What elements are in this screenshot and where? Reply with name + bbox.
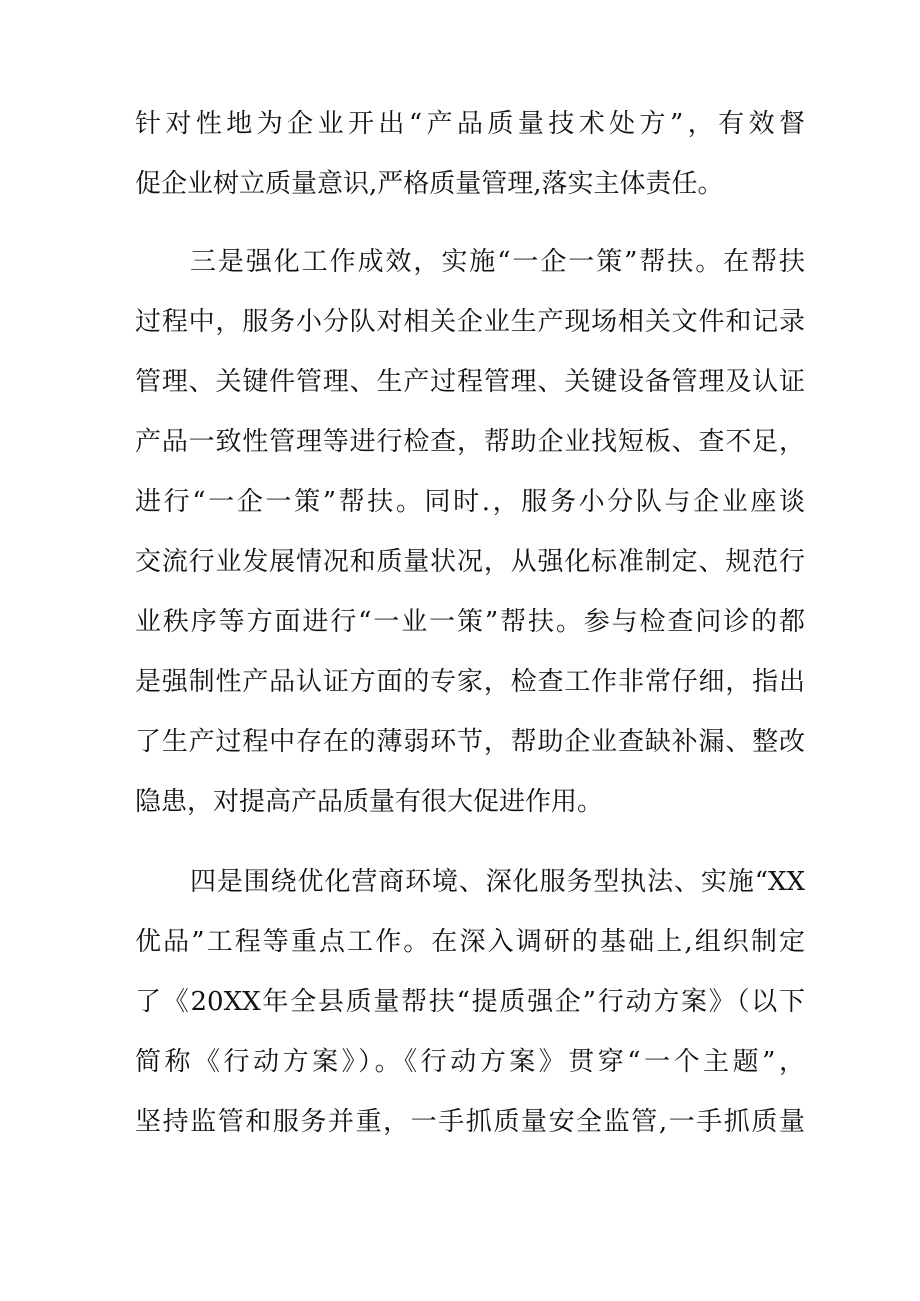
paragraph-3-line-2: 优品”工程等重点工作。在深入调研的基础上,组织制定 xyxy=(135,927,805,957)
paragraph-2-line-3: 管理、关键件管理、生产过程管理、关键设备管理及认证 xyxy=(135,367,805,397)
paragraph-3-line-4: 简称《行动方案》）。《行动方案》贯穿“一个主题”， xyxy=(135,1047,805,1077)
paragraph-2-line-5: 进行“一企一策”帮扶。同时.，服务小分队与企业座谈 xyxy=(135,487,805,517)
paragraph-2-line-2: 过程中，服务小分队对相关企业生产现场相关文件和记录 xyxy=(135,307,805,337)
paragraph-2-line-4: 产品一致性管理等进行检查，帮助企业找短板、查不足， xyxy=(135,427,805,457)
paragraph-2-line-9: 了生产过程中存在的薄弱环节，帮助企业查缺补漏、整改 xyxy=(135,727,805,757)
paragraph-1-line-2: 促企业树立质量意识,严格质量管理,落实主体责任。 xyxy=(135,169,724,199)
paragraph-2-line-8: 是强制性产品认证方面的专家，检查工作非常仔细，指出 xyxy=(135,667,805,697)
paragraph-3-line-3: 了《20XX年全县质量帮扶“提质强企”行动方案》（以下 xyxy=(135,987,805,1017)
paragraph-2-line-10: 隐患，对提高产品质量有很大促进作用。 xyxy=(135,787,604,817)
paragraph-2-line-6: 交流行业发展情况和质量状况，从强化标准制定、规范行 xyxy=(135,547,805,577)
paragraph-2-line-7: 业秩序等方面进行“一业一策”帮扶。参与检查问诊的都 xyxy=(135,607,805,637)
paragraph-3-line-5: 坚持监管和服务并重，一手抓质量安全监管,一手抓质量 xyxy=(135,1107,805,1137)
paragraph-3-line-1: 四是围绕优化营商环境、深化服务型执法、实施“XX xyxy=(190,867,805,897)
paragraph-1-line-1: 针对性地为企业开出“产品质量技术处方”，有效督 xyxy=(135,109,805,139)
paragraph-2-line-1: 三是强化工作成效，实施“一企一策”帮扶。在帮扶 xyxy=(190,247,805,277)
